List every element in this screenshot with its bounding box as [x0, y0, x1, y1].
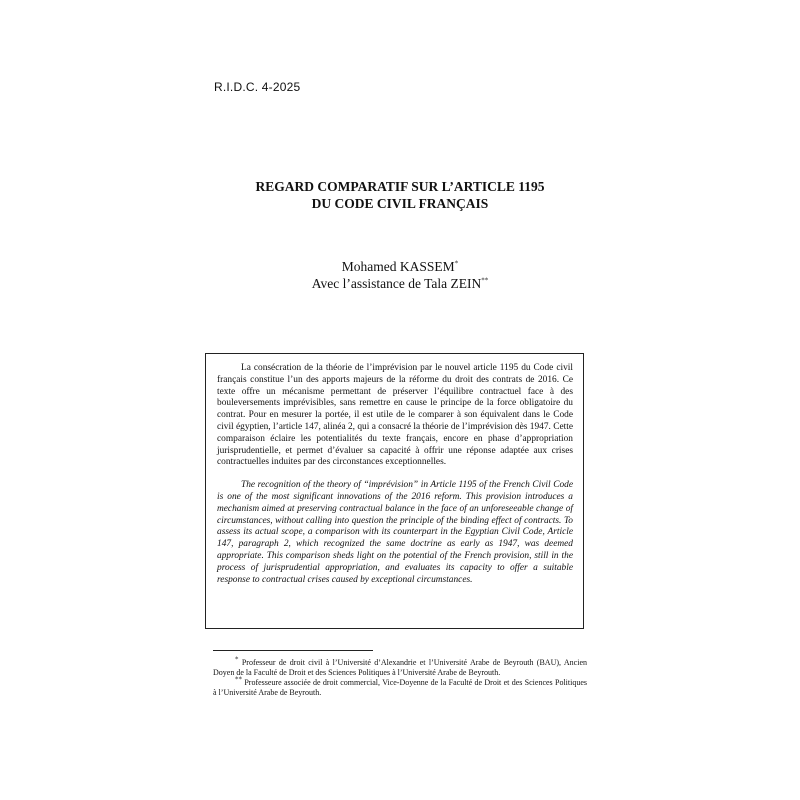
title-line-1: REGARD COMPARATIF SUR L’ARTICLE 1195	[255, 179, 545, 194]
footnote-1-mark: *	[235, 655, 239, 664]
author-block	[150, 258, 650, 292]
abstract-english: The recognition of the theory of “imprévision” in Article 1195 of the French Civil Code is one of the most significant innovations of the 2016 reform. This provision introduces a mechanism aimed at preserving contractual balance in the face of an unforeseeable change of circumstances, without calling into question the principle of the binding effect of contracts. To assess its actual scope, a comparison with its counterpart in the Egyptian Civil Code, Article 147, paragraph 2, which recognized the same doctrine as early as 1947, was deemed appropriate. This comparison sheds light on the potential of the French provision, still in the process of jurisprudential appropriation, and evaluates its capacity to offer a suitable response to contractual crises caused by exceptional circumstances.	[217, 480, 573, 585]
author-main	[150, 258, 650, 275]
footnote-separator	[213, 650, 373, 651]
footnote-2	[213, 675, 587, 698]
author-assist	[150, 275, 650, 292]
title-line-2: DU CODE CIVIL FRANÇAIS	[311, 196, 489, 211]
footnote-2-mark: **	[235, 675, 242, 684]
footnotes	[213, 655, 587, 698]
article-title	[150, 178, 650, 212]
author-assist-footnote-mark: **	[481, 276, 489, 285]
running-head: R.I.D.C. 4-2025	[214, 80, 301, 94]
author-main-footnote-mark: *	[454, 259, 459, 268]
footnote-1-text: Professeur de droit civil à l’Université d’Alexandrie et l’Université Arabe de Beyrouth (BAU), Ancien Doyen de la Faculté de Droit et des Sciences Politiques à l’Université Arabe de Beyrouth.	[213, 658, 587, 677]
author-main-name: Mohamed KASSEM	[341, 259, 455, 274]
footnote-1	[213, 655, 587, 678]
abstract-french: La consécration de la théorie de l’imprévision par le nouvel article 1195 du Code civil français constitue l’un des apports majeurs de la réforme du droit des contrats de 2016. Ce texte offre un mécanisme permettant de préserver l’équilibre contractuel face à des bouleversements imprévisibles, sans remettre en cause le principe de la force obligatoire du contrat. Pour en mesurer la portée, il est utile de le comparer à son équivalent dans le Code civil égyptien, l’article 147, alinéa 2, qui a consacré la théorie de l’imprévision dès 1947. Cette comparaison éclaire les potentialités du texte français, encore en phase d’appropriation jurisprudentielle, et permet d’évaluer sa capacité à offrir une réponse adaptée aux crises contractuelles induites par des circonstances exceptionnelles.	[217, 363, 573, 468]
footnote-2-text: Professeure associée de droit commercial, Vice-Doyenne de la Faculté de Droit et des Sciences Politiques à l’Université Arabe de Beyrouth.	[213, 678, 587, 697]
author-assist-name: Avec l’assistance de Tala ZEIN	[311, 276, 482, 291]
abstract-box	[205, 353, 584, 629]
